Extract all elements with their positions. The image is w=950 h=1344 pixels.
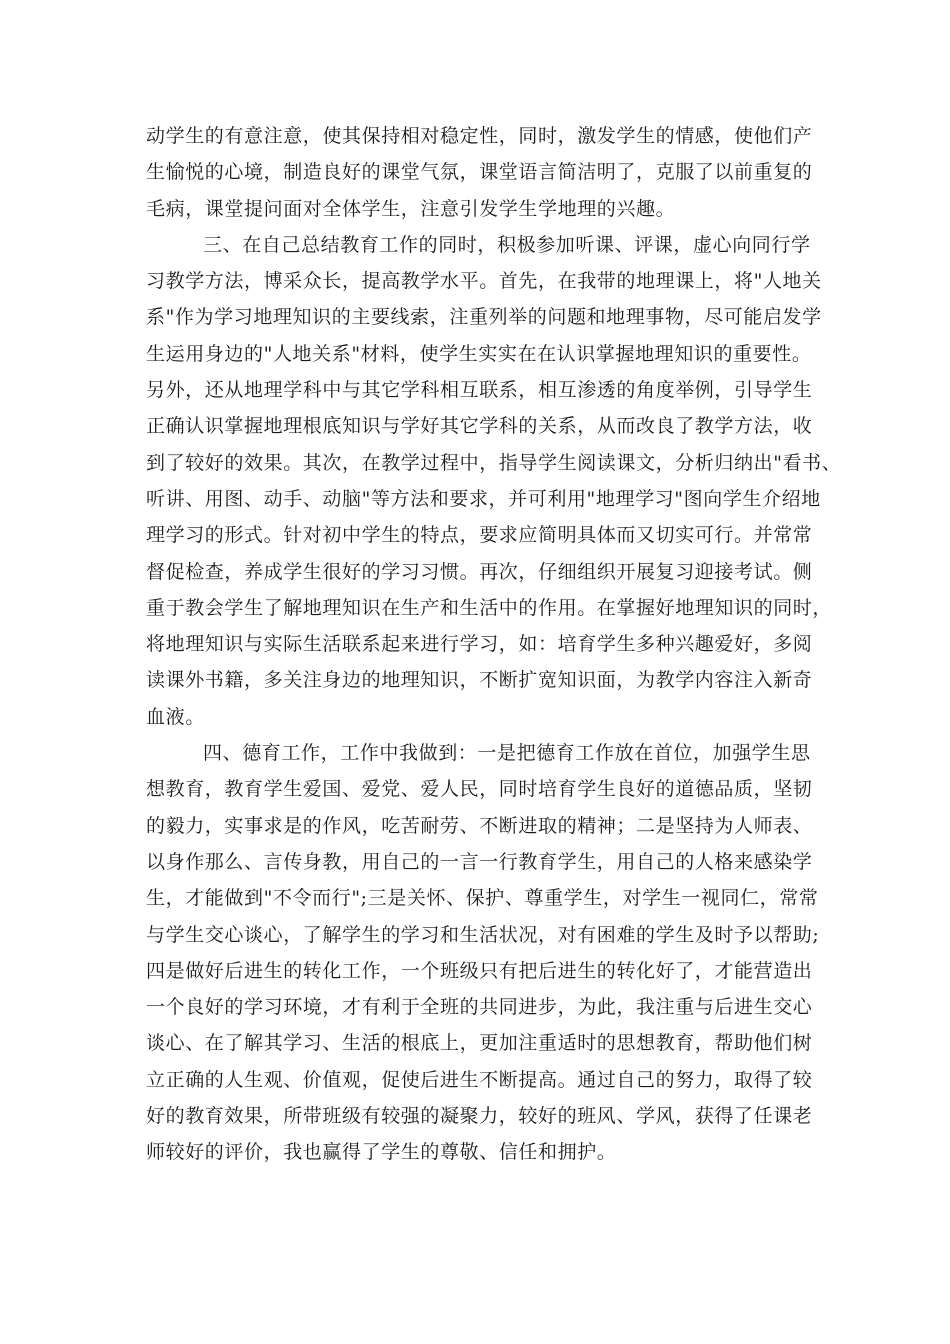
text-line: 听讲、用图、动手、动脑"等方法和要求，并可利用"地理学习"图向学生介绍地: [146, 487, 821, 510]
text-line: 师较好的评价，我也赢得了学生的尊敬、信任和拥护。: [146, 1141, 617, 1164]
text-line: 的毅力，实事求是的作风，吃苦耐劳、不断进取的精神；二是坚持为人师表、: [146, 814, 813, 837]
text-line: 另外，还从地理学科中与其它学科相互联系，相互渗透的角度举例，引导学生: [146, 379, 813, 402]
text-line: 谈心、在了解其学习、生活的根底上，更加注重适时的思想教育，帮助他们树: [146, 1032, 813, 1055]
text-line: 将地理知识与实际生活联系起来进行学习，如：培育学生多种兴趣爱好，多阅: [146, 633, 813, 656]
text-line: 想教育，教育学生爱国、爱党、爱人民，同时培育学生良好的道德品质，坚韧: [146, 778, 813, 801]
text-line: 三、在自己总结教育工作的同时，积极参加听课、评课，虚心向同行学: [203, 233, 811, 256]
text-line: 生，才能做到"不令而行";三是关怀、保护、尊重学生，对学生一视同仁，常常: [146, 887, 819, 910]
text-line: 习教学方法，博采众长，提高教学水平。首先，在我带的地理课上，将"人地关: [146, 270, 822, 293]
document-body: [146, 118, 842, 1171]
text-line: 好的教育效果，所带班级有较强的凝聚力，较好的班风、学风，获得了任课老: [146, 1105, 813, 1128]
text-line: 正确认识掌握地理根底知识与学好其它学科的关系，从而改良了教学方法，收: [146, 415, 813, 438]
text-line: 以身作那么、言传身教，用自己的一言一行教育学生，用自己的人格来感染学: [146, 850, 813, 873]
text-line: 血液。: [146, 705, 205, 728]
paragraph-teaching-attention: [146, 118, 812, 227]
text-line: 动学生的有意注意，使其保持相对稳定性，同时，激发学生的情感，使他们产: [146, 125, 813, 147]
text-line: 读课外书籍，多关注身边的地理知识，不断扩宽知识面，为教学内容注入新奇: [146, 669, 813, 692]
text-line: 立正确的人生观、价值观，促使后进生不断提高。通过自己的努力，取得了较: [146, 1068, 813, 1091]
text-line: 四、德育工作，工作中我做到：一是把德育工作放在首位，加强学生思: [203, 742, 811, 765]
paragraph-section-four: [146, 735, 820, 1171]
text-line: 生运用身边的"人地关系"材料，使学生实实在在认识掌握地理知识的重要性。: [146, 342, 812, 365]
text-line: 与学生交心谈心，了解学生的学习和生活状况，对有困难的学生及时予以帮助;: [146, 923, 820, 946]
text-line: 系"作为学习地理知识的主要线索，注重列举的问题和地理事物，尽可能启发学: [146, 306, 822, 329]
text-line: 重于教会学生了解地理知识在生产和生活中的作用。在掌握好地理知识的同时，: [146, 596, 833, 619]
text-line: 督促检查，养成学生很好的学习习惯。再次，仔细组织开展复习迎接考试。侧: [146, 560, 813, 583]
text-line: 到了较好的效果。其次，在教学过程中，指导学生阅读课文，分析归纳出"看书、: [146, 451, 842, 474]
text-line: 四是做好后进生的转化工作，一个班级只有把后进生的转化好了，才能营造出: [146, 959, 813, 982]
text-line: 生愉悦的心境，制造良好的课堂气氛，课堂语言简洁明了，克服了以前重复的: [146, 161, 813, 184]
text-line: 理学习的形式。针对初中学生的特点，要求应简明具体而又切实可行。并常常: [146, 524, 813, 547]
text-line: 一个良好的学习环境，才有利于全班的共同进步，为此，我注重与后进生交心: [146, 996, 813, 1019]
text-line: 毛病，课堂提问面对全体学生，注意引发学生学地理的兴趣。: [146, 197, 676, 220]
paragraph-section-three: [146, 227, 842, 735]
